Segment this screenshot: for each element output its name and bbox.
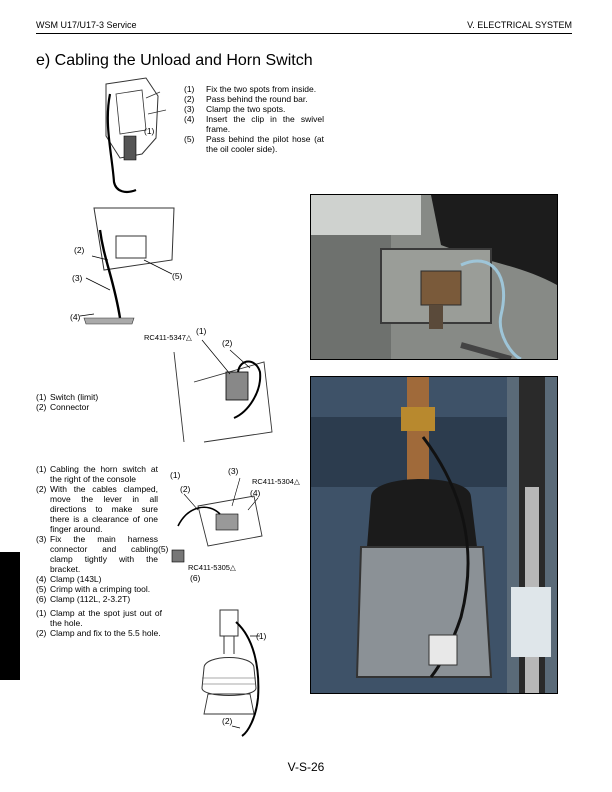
notes-horn-switch [36, 464, 158, 604]
diagram4-label-3: (3) [228, 466, 239, 476]
diagram4-code-2: RC411-5305△ [188, 563, 236, 572]
note-horn-item-number: (4) [36, 574, 47, 584]
note-fixing-item [184, 114, 324, 134]
note-horn-item [36, 574, 158, 584]
note-horn-item-number: (3) [36, 534, 47, 544]
photo-control-lever [310, 376, 558, 694]
note-horn-item [36, 584, 158, 594]
diagram-lever-clamp [178, 608, 282, 740]
diagram-horn-switch [158, 466, 318, 584]
diagram4-label-4: (4) [250, 488, 261, 498]
note-fixing-item [184, 134, 324, 154]
diagram-harness-route [86, 74, 182, 198]
diagram4-label-1: (1) [170, 470, 181, 480]
note-horn-item-text: Crimp with a crimping tool. [50, 584, 151, 594]
diagram2-label-5: (5) [172, 271, 183, 281]
diagram4-label-6: (6) [190, 573, 201, 583]
diagram2-label-2: (2) [74, 245, 85, 255]
diagram2-label-3: (3) [72, 273, 83, 283]
note-horn-item [36, 484, 158, 534]
note-clamp-item [36, 628, 162, 638]
diagram1-label-1: (1) [144, 126, 155, 136]
note-horn-item-text: Clamp (112L, 2-3.2T) [50, 594, 131, 604]
note-switch-item-text: Connector [50, 402, 90, 412]
note-switch-item-number: (1) [36, 392, 47, 402]
note-clamp-item-number: (2) [36, 628, 47, 638]
note-horn-item [36, 594, 158, 604]
note-fixing-item [184, 94, 324, 104]
note-horn-item [36, 534, 158, 574]
note-fixing-item-number: (1) [184, 84, 195, 94]
note-fixing-item-text: Insert the clip in the swivel frame. [206, 114, 324, 134]
diagram4-code-1: RC411-5304△ [252, 477, 300, 486]
note-horn-item-text: Fix the main harness connector and cabling clamp tightly with the bracket. [50, 534, 158, 574]
diagram-clamp-spots [64, 200, 188, 326]
diagram4-label-5: (5) [158, 544, 169, 554]
note-fixing-item-number: (4) [184, 114, 195, 124]
page-title: e) Cabling the Unload and Horn Switch [36, 52, 313, 69]
diagram-limit-switch [144, 322, 288, 450]
note-clamp-item-number: (1) [36, 608, 47, 618]
note-horn-item-text: With the cables clamped, move the lever in all directions to make sure there is a clearance of one finger around. [50, 484, 158, 534]
diagram3-code: RC411-5347△ [144, 333, 192, 342]
section-tab [0, 552, 20, 680]
note-horn-item-number: (1) [36, 464, 47, 474]
note-horn-item-text: Cabling the horn switch at the right of the console [50, 464, 158, 484]
note-horn-item-text: Clamp (143L) [50, 574, 102, 584]
diagram2-label-4: (4) [70, 312, 81, 322]
note-clamp-item-text: Clamp and fix to the 5.5 hole. [50, 628, 161, 638]
page-number: V-S-26 [287, 760, 325, 774]
note-fixing-item-number: (3) [184, 104, 195, 114]
diagram3-label-2: (2) [222, 338, 233, 348]
note-clamp-item-text: Clamp at the spot just out of the hole. [50, 608, 162, 628]
note-horn-item-number: (2) [36, 484, 47, 494]
notes-fixing [184, 84, 324, 154]
note-fixing-item-number: (5) [184, 134, 195, 144]
diagram3-label-1: (1) [196, 326, 207, 336]
note-fixing-item [184, 104, 324, 114]
note-fixing-item-text: Pass behind the pilot hose (at the oil cooler side). [206, 134, 324, 154]
note-fixing-item-text: Clamp the two spots. [206, 104, 286, 114]
note-switch-item-number: (2) [36, 402, 47, 412]
diagram4-label-2: (2) [180, 484, 191, 494]
note-fixing-item-text: Pass behind the round bar. [206, 94, 308, 104]
diagram5-label-1: (1) [256, 631, 267, 641]
note-switch-item-text: Switch (limit) [50, 392, 99, 402]
note-horn-item [36, 464, 158, 484]
photo-switch-bracket [310, 194, 558, 360]
note-horn-item-number: (6) [36, 594, 47, 604]
note-clamp-item [36, 608, 162, 628]
header-manual-title: WSM U17/U17-3 Service [36, 20, 137, 30]
header-section-title: V. ELECTRICAL SYSTEM [467, 20, 572, 30]
note-fixing-item-number: (2) [184, 94, 195, 104]
note-horn-item-number: (5) [36, 584, 47, 594]
note-fixing-item-text: Fix the two spots from inside. [206, 84, 317, 94]
note-fixing-item [184, 84, 324, 94]
diagram5-label-2: (2) [222, 716, 233, 726]
notes-clamp [36, 608, 162, 638]
header-rule [36, 33, 572, 34]
